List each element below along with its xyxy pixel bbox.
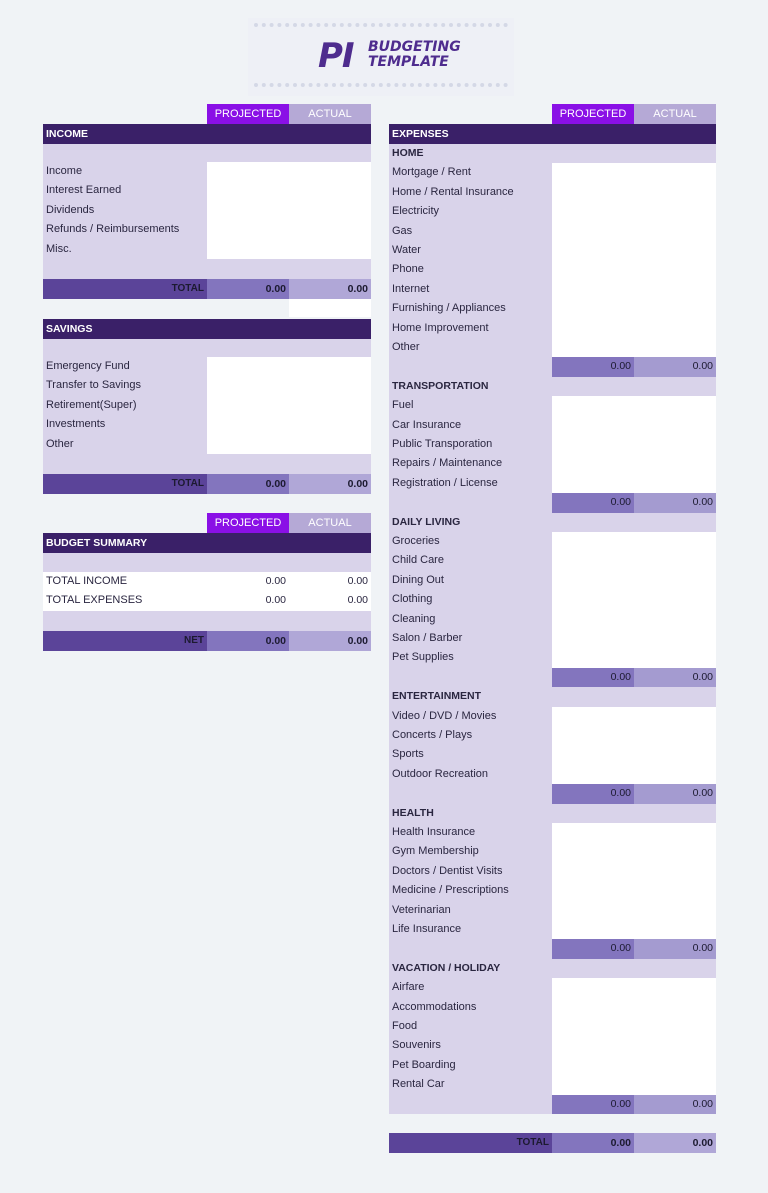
expense-actual-input[interactable]	[634, 241, 716, 260]
expense-subtotal-spacer	[389, 668, 552, 687]
expense-item-label: Outdoor Recreation	[389, 765, 552, 784]
savings-projected-input[interactable]	[207, 415, 289, 434]
expense-projected-input[interactable]	[552, 1075, 634, 1094]
savings-header: SAVINGS	[43, 319, 371, 339]
expense-item-label: Pet Supplies	[389, 648, 552, 667]
expense-category-entertainment: ENTERTAINMENT	[389, 687, 716, 706]
expense-actual-input[interactable]	[634, 590, 716, 609]
expense-actual-input[interactable]	[634, 280, 716, 299]
expense-subtotal-projected: 0.00	[552, 784, 634, 803]
expense-actual-input[interactable]	[634, 319, 716, 338]
expense-actual-input[interactable]	[634, 416, 716, 435]
logo-text	[368, 40, 461, 70]
expense-projected-input[interactable]	[552, 998, 634, 1017]
expense-item-label: Health Insurance	[389, 823, 552, 842]
expense-actual-input[interactable]	[634, 474, 716, 493]
expense-projected-input[interactable]	[552, 842, 634, 861]
expense-actual-input[interactable]	[634, 707, 716, 726]
income-actual-input[interactable]	[289, 220, 371, 239]
savings-spacer	[43, 454, 371, 474]
net-projected: 0.00	[207, 631, 289, 651]
logo-card	[248, 18, 514, 96]
logo-mark: PI	[318, 36, 354, 76]
expense-item-label: Food	[389, 1017, 552, 1036]
savings-item-label: Investments	[43, 415, 207, 434]
expense-subtotal-actual: 0.00	[634, 493, 716, 512]
savings-projected-input[interactable]	[207, 435, 289, 454]
income-actual-tab: ACTUAL	[289, 104, 371, 124]
expense-item-label: Concerts / Plays	[389, 726, 552, 745]
expense-item-label: Gas	[389, 222, 552, 241]
expense-projected-input[interactable]	[552, 1017, 634, 1036]
savings-projected-input[interactable]	[207, 396, 289, 415]
expense-item-label: Life Insurance	[389, 920, 552, 939]
expense-projected-input[interactable]	[552, 435, 634, 454]
expense-actual-input[interactable]	[634, 842, 716, 861]
expense-projected-input[interactable]	[552, 648, 634, 667]
expense-item-label: Doctors / Dentist Visits	[389, 862, 552, 881]
expense-item-label: Airfare	[389, 978, 552, 997]
expense-projected-input[interactable]	[552, 1036, 634, 1055]
expense-projected-input[interactable]	[552, 183, 634, 202]
expense-actual-input[interactable]	[634, 396, 716, 415]
income-projected-tab: PROJECTED	[207, 104, 289, 124]
expense-projected-input[interactable]	[552, 901, 634, 920]
summary-row-label: TOTAL EXPENSES	[43, 591, 207, 610]
expense-item-label: Other	[389, 338, 552, 357]
income-spacer	[43, 144, 371, 162]
summary-actual-tab: ACTUAL	[289, 513, 371, 533]
net-actual: 0.00	[289, 631, 371, 651]
expense-category-transportation: TRANSPORTATION	[389, 377, 716, 396]
expense-actual-input[interactable]	[634, 571, 716, 590]
expense-item-label: Gym Membership	[389, 842, 552, 861]
expense-subtotal-spacer	[389, 1095, 552, 1114]
expense-item-label: Salon / Barber	[389, 629, 552, 648]
expense-actual-input[interactable]	[634, 648, 716, 667]
expense-actual-input[interactable]	[634, 1017, 716, 1036]
expense-subtotal-spacer	[389, 357, 552, 376]
expenses-header: EXPENSES	[389, 124, 716, 144]
summary-row-actual: 0.00	[289, 572, 371, 591]
expense-projected-input[interactable]	[552, 610, 634, 629]
expense-actual-input[interactable]	[634, 978, 716, 997]
summary-row-projected: 0.00	[207, 591, 289, 610]
expense-item-label: Home / Rental Insurance	[389, 183, 552, 202]
expenses-projected-tab: PROJECTED	[552, 104, 634, 124]
expense-item-label: Clothing	[389, 590, 552, 609]
expense-actual-input[interactable]	[634, 260, 716, 279]
income-total-label: TOTAL	[43, 279, 207, 299]
expense-item-label: Public Transporation	[389, 435, 552, 454]
expense-projected-input[interactable]	[552, 881, 634, 900]
expense-subtotal-actual: 0.00	[634, 784, 716, 803]
expense-item-label: Phone	[389, 260, 552, 279]
expense-item-label: Sports	[389, 745, 552, 764]
expense-item-label: Rental Car	[389, 1075, 552, 1094]
expense-item-label: Veterinarian	[389, 901, 552, 920]
expense-projected-input[interactable]	[552, 319, 634, 338]
expense-item-label: Internet	[389, 280, 552, 299]
expense-projected-input[interactable]	[552, 978, 634, 997]
expense-item-label: Accommodations	[389, 998, 552, 1017]
income-actual-input[interactable]	[289, 181, 371, 200]
savings-item-label: Other	[43, 435, 207, 454]
expense-actual-input[interactable]	[634, 163, 716, 182]
expense-projected-input[interactable]	[552, 396, 634, 415]
expense-actual-input[interactable]	[634, 901, 716, 920]
expense-projected-input[interactable]	[552, 551, 634, 570]
expense-item-label: Electricity	[389, 202, 552, 221]
expense-projected-input[interactable]	[552, 862, 634, 881]
expense-projected-input[interactable]	[552, 241, 634, 260]
expense-actual-input[interactable]	[634, 998, 716, 1017]
expense-item-label: Cleaning	[389, 610, 552, 629]
income-projected-input[interactable]	[207, 181, 289, 200]
expense-projected-input[interactable]	[552, 260, 634, 279]
expense-actual-input[interactable]	[634, 551, 716, 570]
income-item-label: Refunds / Reimbursements	[43, 220, 207, 239]
savings-item-label: Emergency Fund	[43, 357, 207, 376]
income-header: INCOME	[43, 124, 371, 144]
expense-projected-input[interactable]	[552, 629, 634, 648]
expense-item-label: Mortgage / Rent	[389, 163, 552, 182]
dots-decoration	[252, 22, 510, 28]
expense-actual-input[interactable]	[634, 629, 716, 648]
savings-projected-input[interactable]	[207, 357, 289, 376]
income-projected-input[interactable]	[207, 162, 289, 181]
summary-spacer	[43, 553, 371, 572]
expense-item-label: Water	[389, 241, 552, 260]
expense-actual-input[interactable]	[634, 745, 716, 764]
expense-subtotal-spacer	[389, 939, 552, 958]
expense-actual-input[interactable]	[634, 610, 716, 629]
expense-actual-input[interactable]	[634, 202, 716, 221]
expense-actual-input[interactable]	[634, 862, 716, 881]
expense-subtotal-actual: 0.00	[634, 357, 716, 376]
expense-subtotal-projected: 0.00	[552, 357, 634, 376]
income-total-projected: 0.00	[207, 279, 289, 299]
expense-item-label: Dining Out	[389, 571, 552, 590]
savings-total-projected: 0.00	[207, 474, 289, 494]
expense-subtotal-spacer	[389, 493, 552, 512]
expenses-actual-tab: ACTUAL	[634, 104, 716, 124]
expense-actual-input[interactable]	[634, 1036, 716, 1055]
summary-projected-tab: PROJECTED	[207, 513, 289, 533]
expense-projected-input[interactable]	[552, 163, 634, 182]
expense-item-label: Registration / License	[389, 474, 552, 493]
expense-actual-input[interactable]	[634, 454, 716, 473]
net-label: NET	[43, 631, 207, 651]
savings-item-label: Retirement(Super)	[43, 396, 207, 415]
income-item-label: Interest Earned	[43, 181, 207, 200]
expense-category-home: HOME	[389, 144, 716, 163]
expense-item-label: Car Insurance	[389, 416, 552, 435]
dots-decoration	[252, 82, 510, 88]
summary-row-label: TOTAL INCOME	[43, 572, 207, 591]
expense-projected-input[interactable]	[552, 571, 634, 590]
expense-actual-input[interactable]	[634, 299, 716, 318]
expense-actual-input[interactable]	[634, 435, 716, 454]
expense-projected-input[interactable]	[552, 707, 634, 726]
income-spacer-white	[289, 299, 371, 317]
expense-subtotal-projected: 0.00	[552, 1095, 634, 1114]
expense-actual-input[interactable]	[634, 532, 716, 551]
expense-subtotal-spacer	[389, 784, 552, 803]
income-projected-input[interactable]	[207, 240, 289, 259]
income-spacer	[43, 259, 371, 279]
savings-actual-input[interactable]	[289, 357, 371, 376]
income-total-actual: 0.00	[289, 279, 371, 299]
expense-projected-input[interactable]	[552, 1056, 634, 1075]
income-actual-input[interactable]	[289, 240, 371, 259]
expense-item-label: Child Care	[389, 551, 552, 570]
savings-actual-input[interactable]	[289, 415, 371, 434]
expense-projected-input[interactable]	[552, 280, 634, 299]
expense-category-daily: DAILY LIVING	[389, 513, 716, 532]
savings-item-label: Transfer to Savings	[43, 376, 207, 395]
expenses-total-actual: 0.00	[634, 1133, 716, 1153]
expense-projected-input[interactable]	[552, 202, 634, 221]
expense-projected-input[interactable]	[552, 745, 634, 764]
savings-actual-input[interactable]	[289, 396, 371, 415]
expense-projected-input[interactable]	[552, 338, 634, 357]
expense-actual-input[interactable]	[634, 338, 716, 357]
expense-subtotal-projected: 0.00	[552, 939, 634, 958]
expense-category-health: HEALTH	[389, 804, 716, 823]
expense-actual-input[interactable]	[634, 881, 716, 900]
savings-actual-input[interactable]	[289, 376, 371, 395]
expense-item-label: Pet Boarding	[389, 1056, 552, 1075]
expense-projected-input[interactable]	[552, 726, 634, 745]
expense-actual-input[interactable]	[634, 183, 716, 202]
expense-subtotal-projected: 0.00	[552, 668, 634, 687]
expense-actual-input[interactable]	[634, 222, 716, 241]
expense-subtotal-actual: 0.00	[634, 1095, 716, 1114]
expense-projected-input[interactable]	[552, 823, 634, 842]
savings-actual-input[interactable]	[289, 435, 371, 454]
expense-projected-input[interactable]	[552, 920, 634, 939]
income-actual-input[interactable]	[289, 162, 371, 181]
expense-item-label: Groceries	[389, 532, 552, 551]
expense-projected-input[interactable]	[552, 299, 634, 318]
income-projected-input[interactable]	[207, 201, 289, 220]
income-item-label: Income	[43, 162, 207, 181]
expense-actual-input[interactable]	[634, 1075, 716, 1094]
savings-total-actual: 0.00	[289, 474, 371, 494]
expense-actual-input[interactable]	[634, 1056, 716, 1075]
expense-actual-input[interactable]	[634, 726, 716, 745]
expense-projected-input[interactable]	[552, 765, 634, 784]
expenses-total-label: TOTAL	[389, 1133, 552, 1153]
logo-line-2: TEMPLATE	[368, 54, 449, 70]
expense-subtotal-actual: 0.00	[634, 668, 716, 687]
savings-projected-input[interactable]	[207, 376, 289, 395]
expense-actual-input[interactable]	[634, 823, 716, 842]
expense-item-label: Furnishing / Appliances	[389, 299, 552, 318]
expense-actual-input[interactable]	[634, 765, 716, 784]
summary-header: BUDGET SUMMARY	[43, 533, 371, 553]
expense-projected-input[interactable]	[552, 416, 634, 435]
logo-line-1: BUDGETING	[368, 39, 461, 55]
expense-item-label: Video / DVD / Movies	[389, 707, 552, 726]
expense-projected-input[interactable]	[552, 590, 634, 609]
summary-spacer	[43, 611, 371, 631]
expenses-total-projected: 0.00	[552, 1133, 634, 1153]
expense-subtotal-projected: 0.00	[552, 493, 634, 512]
savings-total-label: TOTAL	[43, 474, 207, 494]
expense-projected-input[interactable]	[552, 532, 634, 551]
income-projected-input[interactable]	[207, 220, 289, 239]
expense-item-label: Medicine / Prescriptions	[389, 881, 552, 900]
expense-projected-input[interactable]	[552, 454, 634, 473]
expense-actual-input[interactable]	[634, 920, 716, 939]
expense-projected-input[interactable]	[552, 222, 634, 241]
expense-category-vacation: VACATION / HOLIDAY	[389, 959, 716, 978]
expense-item-label: Home Improvement	[389, 319, 552, 338]
income-actual-input[interactable]	[289, 201, 371, 220]
expense-projected-input[interactable]	[552, 474, 634, 493]
savings-spacer	[43, 339, 371, 357]
expense-item-label: Repairs / Maintenance	[389, 454, 552, 473]
expense-subtotal-actual: 0.00	[634, 939, 716, 958]
expense-item-label: Souvenirs	[389, 1036, 552, 1055]
summary-row-actual: 0.00	[289, 591, 371, 610]
expense-item-label: Fuel	[389, 396, 552, 415]
income-item-label: Dividends	[43, 201, 207, 220]
income-item-label: Misc.	[43, 240, 207, 259]
summary-row-projected: 0.00	[207, 572, 289, 591]
